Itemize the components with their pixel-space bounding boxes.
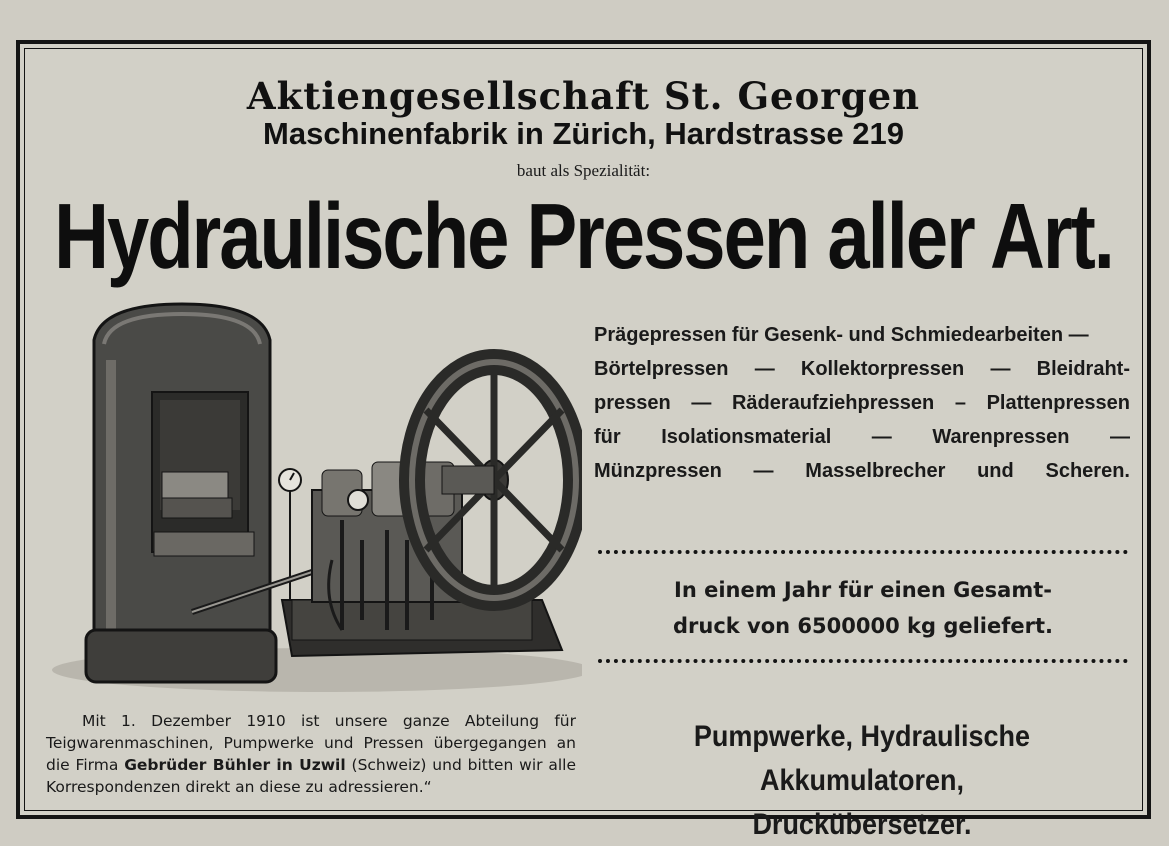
product-text: pressen <box>594 392 671 414</box>
pumps-line: Pumpwerke, Hydraulische Akkumulatoren, <box>693 719 1031 797</box>
dotted-divider-bottom <box>598 659 1128 663</box>
product-text: Kollektorpressen <box>800 358 965 380</box>
product-line <box>594 318 1130 352</box>
product-list <box>594 318 1130 488</box>
product-text: Prägepressen für Gesenk- und Schmiedearbeiten — <box>594 324 1089 346</box>
product-text: und <box>977 460 1014 482</box>
product-text: Scheren. <box>1045 460 1130 482</box>
product-line <box>594 454 1130 488</box>
product-dash: — <box>871 426 892 448</box>
product-dash: — <box>754 358 775 380</box>
product-line <box>594 386 1130 420</box>
product-text: Münzpressen <box>594 460 722 482</box>
product-text: Warenpressen <box>932 426 1070 448</box>
pumps-line: Druckübersetzer. <box>752 807 972 841</box>
capacity-statement <box>598 572 1128 644</box>
company-name: Aktiengesellschaft St. Georgen <box>246 74 921 118</box>
product-dash: — <box>691 392 712 414</box>
specialty-intro: baut als Spezialität: <box>516 161 651 180</box>
product-dash: — <box>753 460 774 482</box>
advertisement-frame <box>16 40 1151 841</box>
product-line <box>594 420 1130 454</box>
product-text: Räderaufziehpressen <box>731 392 935 414</box>
product-text: Plattenpressen <box>986 392 1130 414</box>
transfer-notice <box>46 710 576 798</box>
product-dash: — <box>990 358 1011 380</box>
pumps-statement <box>592 714 1132 846</box>
product-text: Bleidraht- <box>1036 358 1130 380</box>
capacity-line: In einem Jahr für einen Gesamt- <box>674 578 1052 602</box>
notice-text: (Schweiz) und bitten wir alle Korrespondenzen direkt an diese zu adressieren.“ <box>46 756 576 796</box>
notice-text: Mit 1. Dezember 1910 ist unsere ganze Abteilung für Teigwarenmaschinen, Pumpwerke und Pressen übergegangen an die Firma <box>46 712 576 774</box>
hydraulic-press-illustration <box>42 300 582 700</box>
notice-firm-name: Gebrüder Bühler in Uzwil <box>124 756 346 774</box>
dotted-divider-top <box>598 550 1128 554</box>
product-text: Börtelpressen <box>594 358 729 380</box>
capacity-line: druck von 6500000 kg geliefert. <box>672 614 1053 638</box>
product-dash: – <box>954 392 966 414</box>
product-text: Masselbrecher <box>805 460 946 482</box>
product-text: für <box>594 426 621 448</box>
product-line <box>594 352 1130 386</box>
company-address: Maschinenfabrik in Zürich, Hardstrasse 219 <box>263 116 904 151</box>
product-text: Isolationsmaterial <box>661 426 832 448</box>
product-dash: — <box>1109 426 1130 448</box>
headline: Hydraulische Pressen aller Art. <box>54 185 1113 289</box>
